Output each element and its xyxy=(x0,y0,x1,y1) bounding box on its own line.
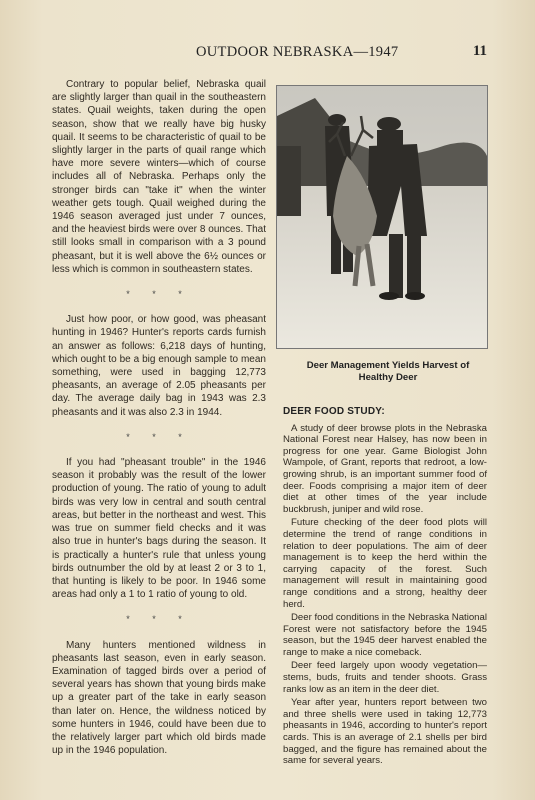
left-column xyxy=(52,78,266,757)
pheasant-hunting-paragraph: Just how poor, or how good, was pheasant hunting in 1946? Hunter's reports cards furnish an answer as follows: 6,218 days of hunting, which ought to be a big enough sample to mean something, were used in bagging 12,773 pheasants, an average of 2.05 pheasants per day. The average daily bag in 1943 was 2.3 pheasants and it was also 2.3 in 1944. xyxy=(52,314,266,418)
hunter-shells-paragraph: Year after year, hunters report between two and three shells were used in taking 12,773 pheasants in 1946, according to hunter's report cards. This is an average of 2.1 shells per bird bagged, and the figure has remained about the same for several years. xyxy=(283,697,487,767)
deer-food-study-heading: DEER FOOD STUDY: xyxy=(283,406,385,417)
section-divider-stars: * * * xyxy=(126,289,192,300)
pheasant-wildness-paragraph: Many hunters mentioned wildness in pheasants last season, even in early season. Examination of tagged birds over a period of several years has shown that young birds make up a greater part of the take in early season than later on. Hence, the wildness noticed by some hunters in 1946, could have been due to the relatively larger part which old birds made up in the 1946 population. xyxy=(52,639,266,757)
deer-browse-paragraph: A study of deer browse plots in the Nebraska National Forest near Halsey, has now been in progress for one year. Game Biologist John Wampole, of Grant, reports that redroot, a low-growing shrub, is an important summer food of deer. Foods comprising a major item of deer diet at other times of the year include buckbrush, juniper and wild rose. xyxy=(283,422,487,515)
page-header-title: OUTDOOR NEBRASKA—1947 xyxy=(196,44,399,60)
section-divider-stars: * * * xyxy=(126,614,192,625)
deer-plots-paragraph: Future checking of the deer food plots will determine the trend of range conditions in relation to deer populations. The aim of deer management is to keep the herd within the carrying capacity of the forest. Such management will result in maintaining good range conditions and a strong, healthy deer herd. xyxy=(283,517,487,610)
right-column xyxy=(283,406,487,769)
photo-caption: Deer Management Yields Harvest of Healthy Deer xyxy=(306,360,470,383)
quail-paragraph: Contrary to popular belief, Nebraska quail are slightly larger than quail in the southeastern states. Quail weights, taken during the open season, show that we really have big husky quail. It seems to be characteristic of quail to be slightly larger in the parts of quail range which have more severe winters—which of course includes all of Nebraska. Perhaps only the stronger birds can "take it" when the winter weather gets tough. Quail weighed during the 1946 season averaged just under 7 ounces, and the heaviest birds were over 8 ounces. That still looks small in comparison with a 3 pound pheasant, but it is well above the 6½ ounces or less which is common in southeastern states. xyxy=(52,79,266,275)
deer-photo-illustration xyxy=(277,86,487,348)
page-number: 11 xyxy=(472,43,487,59)
deer-conditions-paragraph: Deer food conditions in the Nebraska National Forest were not satisfactory before the 1945 season, but the 1945 deer harvest enabled the range to make a nice comeback. xyxy=(283,612,487,658)
section-divider-stars: * * * xyxy=(126,431,192,442)
deer-feed-paragraph: Deer feed largely upon woody vegetation—stems, buds, fruits and tender shoots. Grass ranks low as an item in the deer diet. xyxy=(283,660,487,695)
pheasant-trouble-paragraph: If you had "pheasant trouble" in the 1946 season it probably was the result of the lower production of young. The ratio of young to adult birds was very low in central and south central areas, but better in the northeast and west. This was true on summer field checks and it was also true in hunter's bags during the season. It is practically a hunter's rule that unless young birds outnumber the old by at least 2 or 3 to 1, that hunting is likely to be poor. In 1946 some areas had only a 1 to 1 ratio of young to old. xyxy=(52,457,266,601)
deer-hunters-photo xyxy=(276,85,488,349)
